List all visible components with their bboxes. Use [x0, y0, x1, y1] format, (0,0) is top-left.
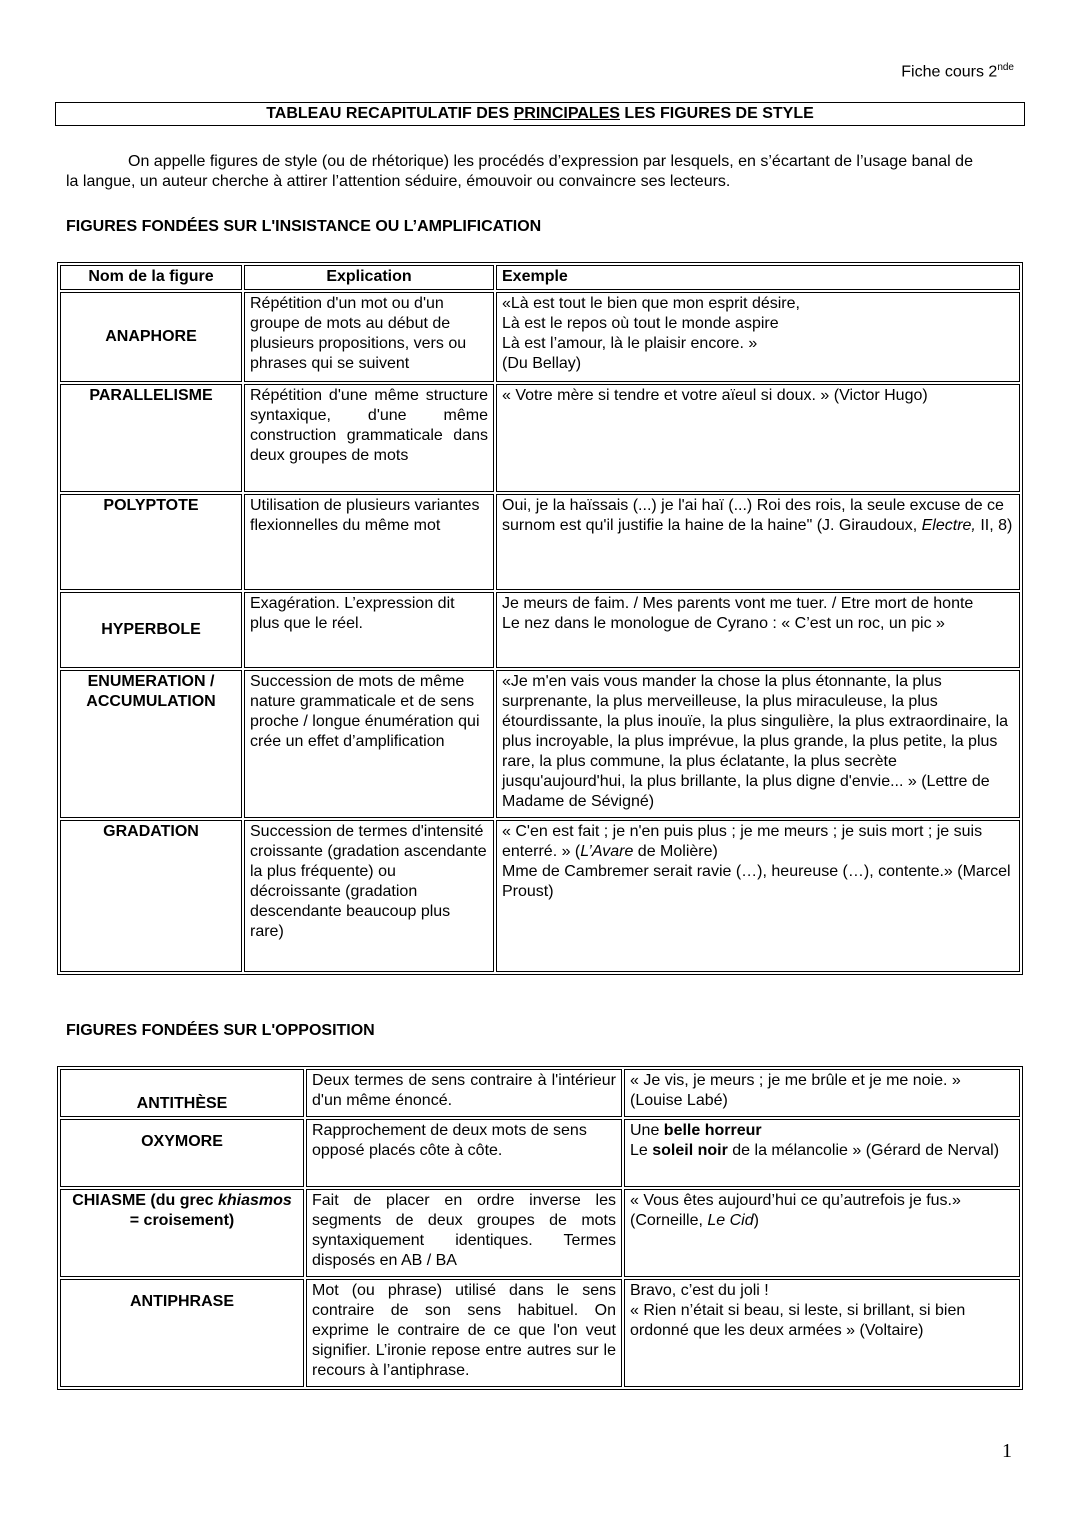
figure-name: ANTIPHRASE: [60, 1279, 304, 1387]
figure-explication: Deux termes de sens contraire à l'intérieur d'un même énoncé.: [306, 1069, 622, 1117]
figure-explication: Répétition d'une même structure syntaxique, d'une même construction grammaticale dans deux groupes de mots: [244, 384, 494, 492]
figure-name: POLYPTOTE: [60, 494, 242, 590]
figure-exemple: Une belle horreur Le soleil noir de la mélancolie » (Gérard de Nerval): [624, 1119, 1020, 1187]
column-header: Exemple: [496, 265, 1020, 290]
table-row: [60, 1189, 1020, 1277]
figure-explication: Mot (ou phrase) utilisé dans le sens contraire de son sens habituel. On exprime le contraire de ce que l'on veut signifier. L’ironie repose entre autres sur le recours à l’antiphrase.: [306, 1279, 622, 1387]
figure-explication: Exagération. L’expression dit plus que le réel.: [244, 592, 494, 668]
section-heading-opposition: FIGURES FONDÉES SUR L'OPPOSITION: [66, 1022, 375, 1039]
section-heading-amplification: FIGURES FONDÉES SUR L'INSISTANCE OU L’AMPLIFICATION: [66, 218, 542, 235]
figure-explication: Fait de placer en ordre inverse les segments de deux groupes de mots syntaxiquement identiques. Termes disposés en AB / BA: [306, 1189, 622, 1277]
figure-explication: Rapprochement de deux mots de sens opposé placés côte à côte.: [306, 1119, 622, 1187]
figure-explication: Succession de termes d'intensité croissante (gradation ascendante la plus fréquente) ou décroissante (gradation descendante beaucoup plus rare): [244, 820, 494, 972]
table-row: [60, 820, 1020, 972]
figure-name: ANAPHORE: [60, 292, 242, 382]
column-header: Nom de la figure: [60, 265, 242, 290]
figure-exemple: « Votre mère si tendre et votre aïeul si doux. » (Victor Hugo): [496, 384, 1020, 492]
figure-name: HYPERBOLE: [60, 592, 242, 668]
table-row: [60, 1119, 1020, 1187]
figure-explication: Succession de mots de même nature grammaticale et de sens proche / longue énumération qui crée un effet d’amplification: [244, 670, 494, 818]
page-number: 1: [1002, 1440, 1012, 1462]
figure-exemple: Bravo, c’est du joli ! « Rien n’était si beau, si leste, si brillant, si bien ordonné que les deux armées » (Voltaire): [624, 1279, 1020, 1387]
figure-name: OXYMORE: [60, 1119, 304, 1187]
table-row: [60, 384, 1020, 492]
column-header: Explication: [244, 265, 494, 290]
table-row: [60, 494, 1020, 590]
table-header-row: [60, 265, 1020, 290]
figure-exemple: «Je m'en vais vous mander la chose la plus étonnante, la plus surprenante, la plus merveilleuse, la plus miraculeuse, la plus étourdissante, la plus inouïe, la plus singulière, la plus extraordinaire, la plus incroyable, la plus imprévue, la plus grande, la plus petite, la plus rare, la plus commune, la plus éclatante, la plus secrète jusqu'aujourd'hui, la plus brillante, la plus digne d'envie... » (Lettre de Madame de Sévigné): [496, 670, 1020, 818]
table-row: [60, 1069, 1020, 1117]
table-row: [60, 1279, 1020, 1387]
page-title: TABLEAU RECAPITULATIF DES PRINCIPALES LES FIGURES DE STYLE: [55, 102, 1025, 126]
amplification-table: [57, 262, 1023, 975]
opposition-table: [57, 1066, 1023, 1390]
figure-name: CHIASME (du grec khiasmos = croisement): [60, 1189, 304, 1277]
table-row: [60, 670, 1020, 818]
table-row: [60, 592, 1020, 668]
figure-exemple: «Là est tout le bien que mon esprit désire, Là est le repos où tout le monde aspire Là est l’amour, là le plaisir encore. » (Du Bellay): [496, 292, 1020, 382]
figure-explication: Utilisation de plusieurs variantes flexionnelles du même mot: [244, 494, 494, 590]
figure-name: GRADATION: [60, 820, 242, 972]
figure-name: ENUMERATION / ACCUMULATION: [60, 670, 242, 818]
figure-exemple: « C'en est fait ; je n'en puis plus ; je me meurs ; je suis mort ; je suis enterré. » (L’Avare de Molière) Mme de Cambremer serait ravie (…), heureuse (…), contente.» (Marcel Proust): [496, 820, 1020, 972]
course-label: Fiche cours 2nde: [901, 62, 1014, 81]
figure-exemple: Oui, je la haïssais (...) je l'ai haï (...) Roi des rois, la seule excuse de ce surnom est qu'il justifie la haine de la haine" (J. Giraudoux, Electre, II, 8): [496, 494, 1020, 590]
figure-name: ANTITHÈSE: [60, 1069, 304, 1117]
figure-exemple: Je meurs de faim. / Mes parents vont me tuer. / Etre mort de honte Le nez dans le monologue de Cyrano : « C’est un roc, un pic »: [496, 592, 1020, 668]
figure-name: PARALLELISME: [60, 384, 242, 492]
figure-exemple: « Je vis, je meurs ; je me brûle et je me noie. » (Louise Labé): [624, 1069, 1020, 1117]
table-row: [60, 292, 1020, 382]
figure-explication: Répétition d'un mot ou d'un groupe de mots au début de plusieurs propositions, vers ou phrases qui se suivent: [244, 292, 494, 382]
figure-exemple: « Vous êtes aujourd’hui ce qu’autrefois je fus.» (Corneille, Le Cid): [624, 1189, 1020, 1277]
intro-paragraph: On appelle figures de style (ou de rhétorique) les procédés d’expression par lesquels, en s’écartant de l’usage banal de la langue, un auteur cherche à attirer l’attention séduire, émouvoir ou convaincre ses lecteurs.: [66, 153, 973, 190]
